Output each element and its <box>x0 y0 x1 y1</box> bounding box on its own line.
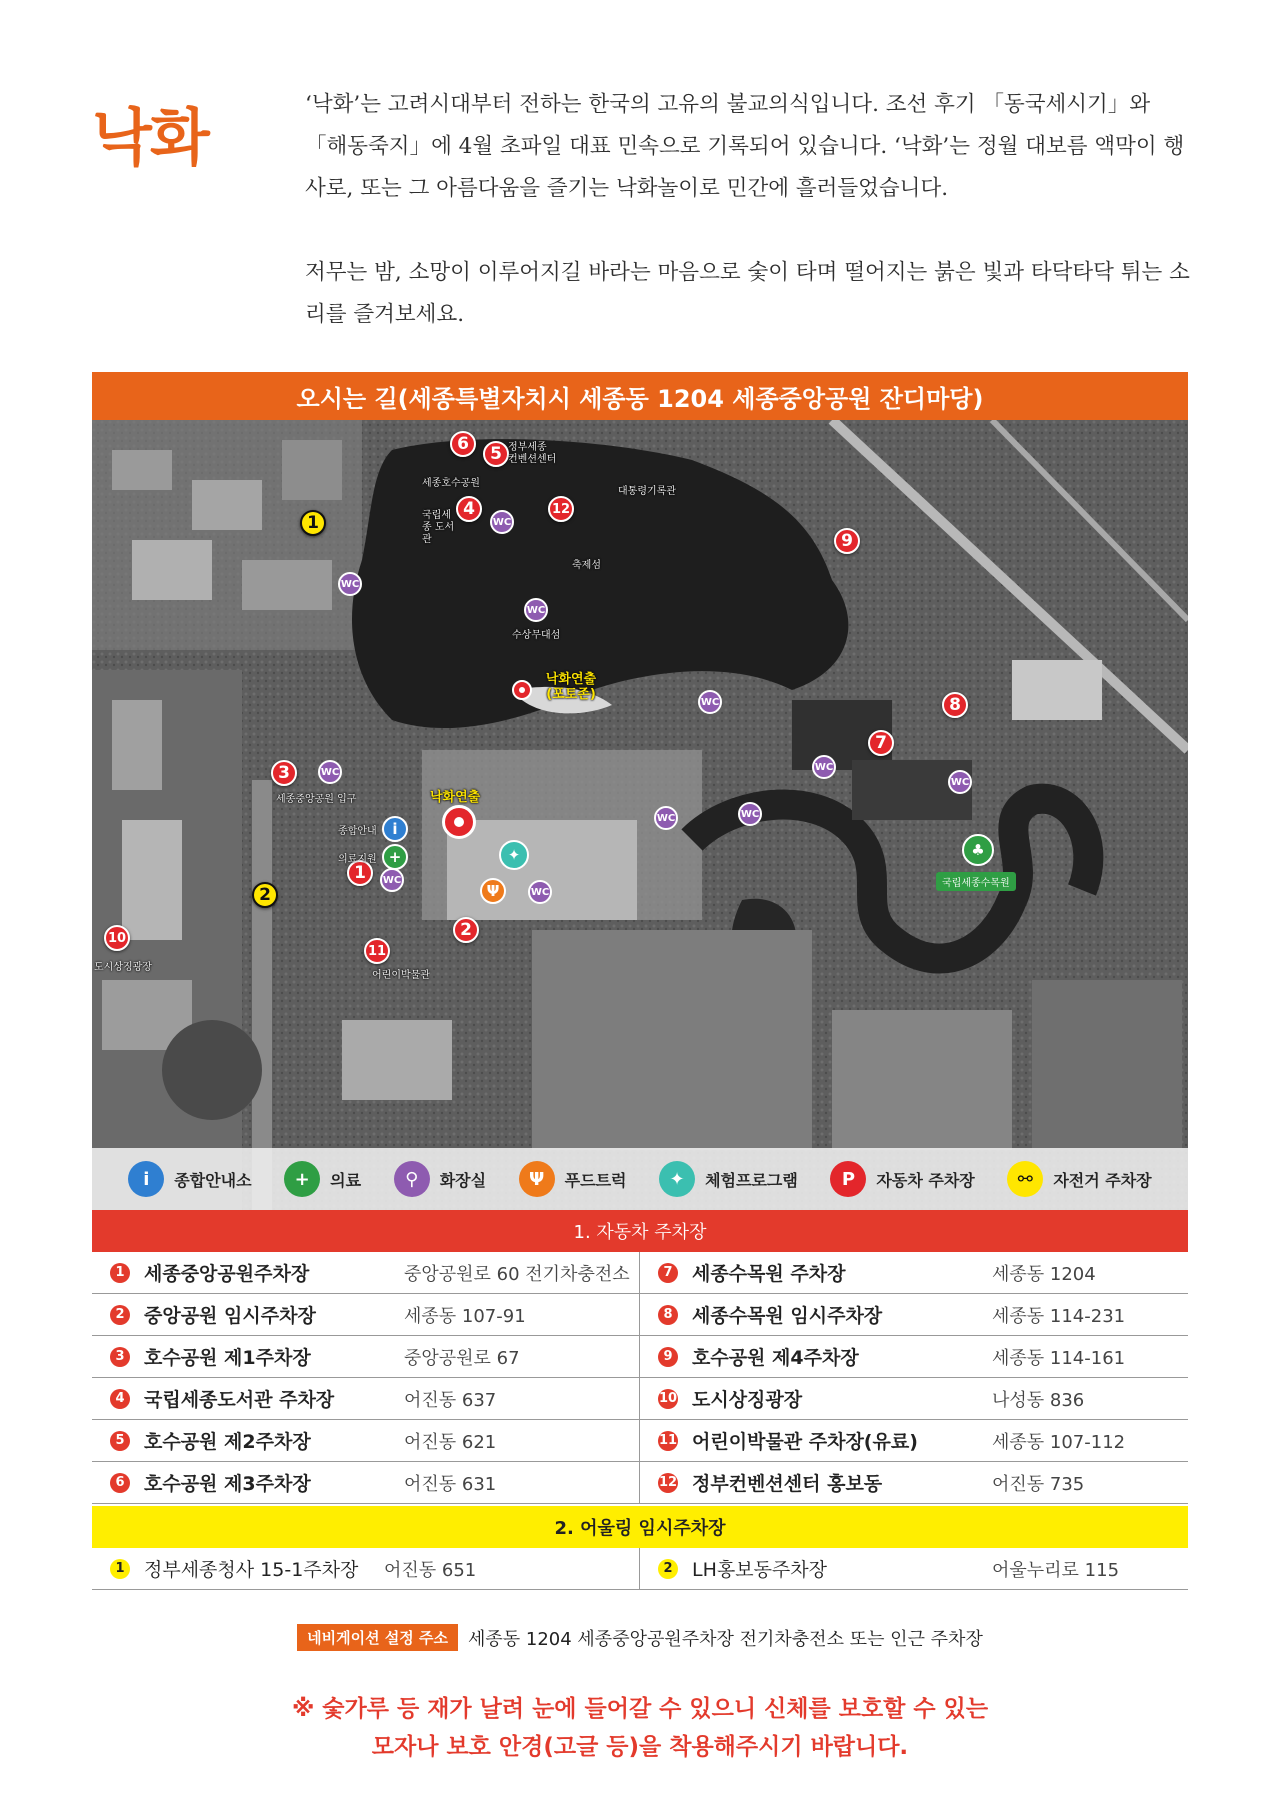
parking-cell <box>92 1378 640 1419</box>
parking-marker-5[interactable]: 5 <box>483 441 509 467</box>
parking-number: 4 <box>110 1389 130 1409</box>
parking-table <box>92 1252 1188 1504</box>
safety-warning <box>0 1690 1280 1766</box>
program-icon: ✦ <box>499 840 529 870</box>
parking-number: 5 <box>110 1431 130 1451</box>
food-icon: Ψ <box>480 878 506 904</box>
legend-item <box>1007 1161 1151 1197</box>
parking-name: 도시상징광장 <box>692 1389 803 1411</box>
toilet-icon: WC <box>812 755 836 779</box>
parking-number: 1 <box>110 1263 130 1283</box>
medical-icon: + <box>382 844 408 870</box>
parking-name: 세종중앙공원주차장 <box>144 1263 310 1285</box>
legend-item <box>830 1161 974 1197</box>
parking-marker-2[interactable]: 2 <box>453 917 479 943</box>
label-medical: 의료지원 <box>338 854 377 865</box>
parking-name: 호수공원 제1주차장 <box>144 1347 311 1369</box>
temp-parking-name: 정부세종청사 15-1주차장 <box>144 1559 359 1581</box>
navigation-tag: 네비게이션 설정 주소 <box>297 1624 458 1651</box>
label-nakhwa: 낙화연출 <box>430 790 481 805</box>
toilet-icon: WC <box>738 802 762 826</box>
legend-label: 체험프로그램 <box>705 1170 798 1190</box>
temp-parking-number: 2 <box>658 1559 678 1579</box>
temp-parking-section-title: 2. 어울링 임시주차장 <box>92 1506 1188 1548</box>
legend-label: 의료 <box>330 1170 362 1190</box>
intro-paragraph-2: 저무는 밤, 소망이 이루어지길 바라는 마음으로 숯이 타며 떨어지는 붉은 빛과 타닥타닥 튀는 소리를 즐겨보세요. <box>305 260 1190 327</box>
navigation-address <box>0 1624 1280 1651</box>
toilet-icon: ⚲ <box>394 1161 430 1197</box>
parking-address: 세종동 114-231 <box>992 1305 1126 1327</box>
temp-parking-number: 1 <box>110 1559 130 1579</box>
nakhwa-location-pin[interactable] <box>442 805 476 839</box>
parking-address: 세종동 114-161 <box>992 1347 1126 1369</box>
label-festival-island: 축제섬 <box>572 560 601 571</box>
legend-label: 화장실 <box>439 1170 487 1190</box>
parking-marker-9[interactable]: 9 <box>834 528 860 554</box>
parking-marker-7[interactable]: 7 <box>868 730 894 756</box>
info-icon: i <box>382 816 408 842</box>
label-info-center: 종합안내 <box>338 826 377 837</box>
parking-name: 세종수목원 임시주차장 <box>692 1305 883 1327</box>
parking-number: 2 <box>110 1305 130 1325</box>
parking-number: 7 <box>658 1263 678 1283</box>
parking-name: 정부컨벤션센터 홍보동 <box>692 1473 883 1495</box>
parking-cell <box>92 1462 640 1503</box>
parking-marker-11[interactable]: 11 <box>364 938 390 964</box>
parking-cell <box>640 1420 1188 1461</box>
parking-address: 세종동 107-91 <box>404 1305 526 1327</box>
legend-label: 자동차 주차장 <box>876 1170 975 1190</box>
parking-icon: P <box>830 1161 866 1197</box>
parking-name: 호수공원 제2주차장 <box>144 1431 311 1453</box>
intro-paragraph-1: ‘낙화’는 고려시대부터 전하는 한국의 고유의 불교의식입니다. 조선 후기 「동국세시기」와 「해동죽지」에 4월 초파일 대표 민속으로 기록되어 있습니다. ‘낙화’는 정월 대보름 액막이 행사로, 또는 그 아름다움을 즐기는 낙화놀이로 민간에 흘러들었습니다. <box>305 92 1185 201</box>
parking-number: 10 <box>658 1389 678 1409</box>
parking-cell <box>92 1336 640 1377</box>
table-row <box>92 1462 1188 1504</box>
parking-marker-1[interactable]: 1 <box>347 860 373 886</box>
toilet-icon: WC <box>318 760 342 784</box>
parking-marker-12[interactable]: 12 <box>548 496 574 522</box>
parking-number: 3 <box>110 1347 130 1367</box>
parking-number: 8 <box>658 1305 678 1325</box>
table-row <box>92 1420 1188 1462</box>
arboretum-icon: ♣ <box>962 834 994 866</box>
label-childrens-museum: 어린이박물관 <box>372 970 430 981</box>
toilet-icon: WC <box>948 770 972 794</box>
parking-marker-8[interactable]: 8 <box>942 692 968 718</box>
label-city-plaza: 도시상징광장 <box>94 962 152 973</box>
parking-name: 국립세종도서관 주차장 <box>144 1389 335 1411</box>
legend-label: 종합안내소 <box>174 1170 252 1190</box>
legend-label: 푸드트럭 <box>564 1170 627 1190</box>
temp-parking-cell-1 <box>92 1548 640 1589</box>
parking-number: 11 <box>658 1431 678 1451</box>
parking-address: 중앙공원로 67 <box>404 1347 520 1369</box>
parking-address: 세종동 107-112 <box>992 1431 1126 1453</box>
parking-address: 세종동 1204 <box>992 1263 1096 1285</box>
parking-marker-10[interactable]: 10 <box>104 925 130 951</box>
page-title: 낙화 <box>92 101 208 174</box>
table-row <box>92 1336 1188 1378</box>
parking-cell <box>640 1462 1188 1503</box>
label-water-stage: 수상무대섬 <box>512 630 561 641</box>
parking-address: 중앙공원로 60 전기차충전소 <box>404 1263 630 1285</box>
parking-name: 호수공원 제4주차장 <box>692 1347 859 1369</box>
info-icon: i <box>128 1161 164 1197</box>
parking-address: 어진동 621 <box>404 1431 497 1453</box>
toilet-icon: WC <box>654 806 678 830</box>
warning-line-1: ※ 숯가루 등 재가 날려 눈에 들어갈 수 있으니 신체를 보호할 수 있는 <box>291 1696 989 1722</box>
legend-item <box>659 1161 798 1197</box>
program-icon: ✦ <box>659 1161 695 1197</box>
label-arboretum: 국립세종수목원 <box>936 872 1016 891</box>
map-legend <box>92 1148 1188 1210</box>
label-lake-park: 세종호수공원 <box>422 478 480 489</box>
navigation-text: 세종동 1204 세종중앙공원주차장 전기차충전소 또는 인근 주차장 <box>468 1628 983 1650</box>
table-row <box>92 1548 1188 1590</box>
toilet-icon: WC <box>698 690 722 714</box>
intro-text <box>305 84 1195 336</box>
parking-marker-3[interactable]: 3 <box>271 760 297 786</box>
parking-cell <box>92 1252 640 1293</box>
medical-icon: + <box>284 1161 320 1197</box>
parking-cell <box>640 1336 1188 1377</box>
parking-number: 9 <box>658 1347 678 1367</box>
parking-name: 호수공원 제3주차장 <box>144 1473 311 1495</box>
parking-marker-6[interactable]: 6 <box>450 431 476 457</box>
temp-parking-name: LH홍보동주차장 <box>692 1559 827 1581</box>
parking-cell <box>640 1378 1188 1419</box>
parking-address: 어진동 637 <box>404 1389 497 1411</box>
table-row <box>92 1294 1188 1336</box>
parking-cell <box>640 1252 1188 1293</box>
table-row <box>92 1252 1188 1294</box>
legend-item <box>394 1161 486 1197</box>
toilet-icon: WC <box>524 598 548 622</box>
label-library: 국립세종 도서관 <box>422 510 455 545</box>
toilet-icon: WC <box>528 880 552 904</box>
toilet-icon: WC <box>490 510 514 534</box>
aerial-map <box>92 420 1188 1210</box>
temp-parking-address: 어울누리로 115 <box>992 1559 1120 1581</box>
legend-item <box>284 1161 361 1197</box>
label-gov-convention: 정부세종 컨벤션센터 <box>508 442 557 465</box>
warning-line-2: 모자나 보호 안경(고글 등)을 착용해주시기 바랍니다. <box>371 1734 909 1760</box>
nakhwa-photo-pin[interactable] <box>512 680 532 700</box>
legend-item <box>519 1161 627 1197</box>
map-header: 오시는 길(세종특별자치시 세종동 1204 세종중앙공원 잔디마당) <box>92 372 1188 420</box>
legend-item <box>128 1161 251 1197</box>
toilet-icon: WC <box>380 868 404 892</box>
label-presidential: 대통령기록관 <box>618 486 676 497</box>
parking-name: 세종수목원 주차장 <box>692 1263 846 1285</box>
parking-number: 6 <box>110 1473 130 1493</box>
toilet-icon: WC <box>338 572 362 596</box>
parking-cell <box>92 1420 640 1461</box>
parking-cell <box>92 1294 640 1335</box>
bike-parking-marker-1[interactable]: 1 <box>300 510 326 536</box>
parking-name: 어린이박물관 주차장(유료) <box>692 1431 918 1453</box>
temp-parking-cell-2 <box>640 1548 1188 1589</box>
label-central-park: 세종중앙공원 입구 <box>276 794 357 805</box>
parking-address: 나성동 836 <box>992 1389 1085 1411</box>
map-base <box>92 420 1188 1210</box>
parking-name: 중앙공원 임시주차장 <box>144 1305 316 1327</box>
parking-number: 12 <box>658 1473 678 1493</box>
bike-parking-marker-2[interactable]: 2 <box>252 882 278 908</box>
temp-parking-address: 어진동 651 <box>384 1559 477 1581</box>
parking-cell <box>640 1294 1188 1335</box>
food-icon: Ψ <box>519 1161 555 1197</box>
legend-label: 자전거 주차장 <box>1053 1170 1152 1190</box>
parking-address: 어진동 735 <box>992 1473 1085 1495</box>
temp-parking-table <box>92 1548 1188 1590</box>
parking-section-title: 1. 자동차 주차장 <box>92 1210 1188 1252</box>
bicycle-icon: ⚯ <box>1007 1161 1043 1197</box>
parking-marker-4[interactable]: 4 <box>456 496 482 522</box>
label-nakhwa-photo: 낙화연출 (포토존) <box>545 672 597 702</box>
parking-address: 어진동 631 <box>404 1473 497 1495</box>
table-row <box>92 1378 1188 1420</box>
